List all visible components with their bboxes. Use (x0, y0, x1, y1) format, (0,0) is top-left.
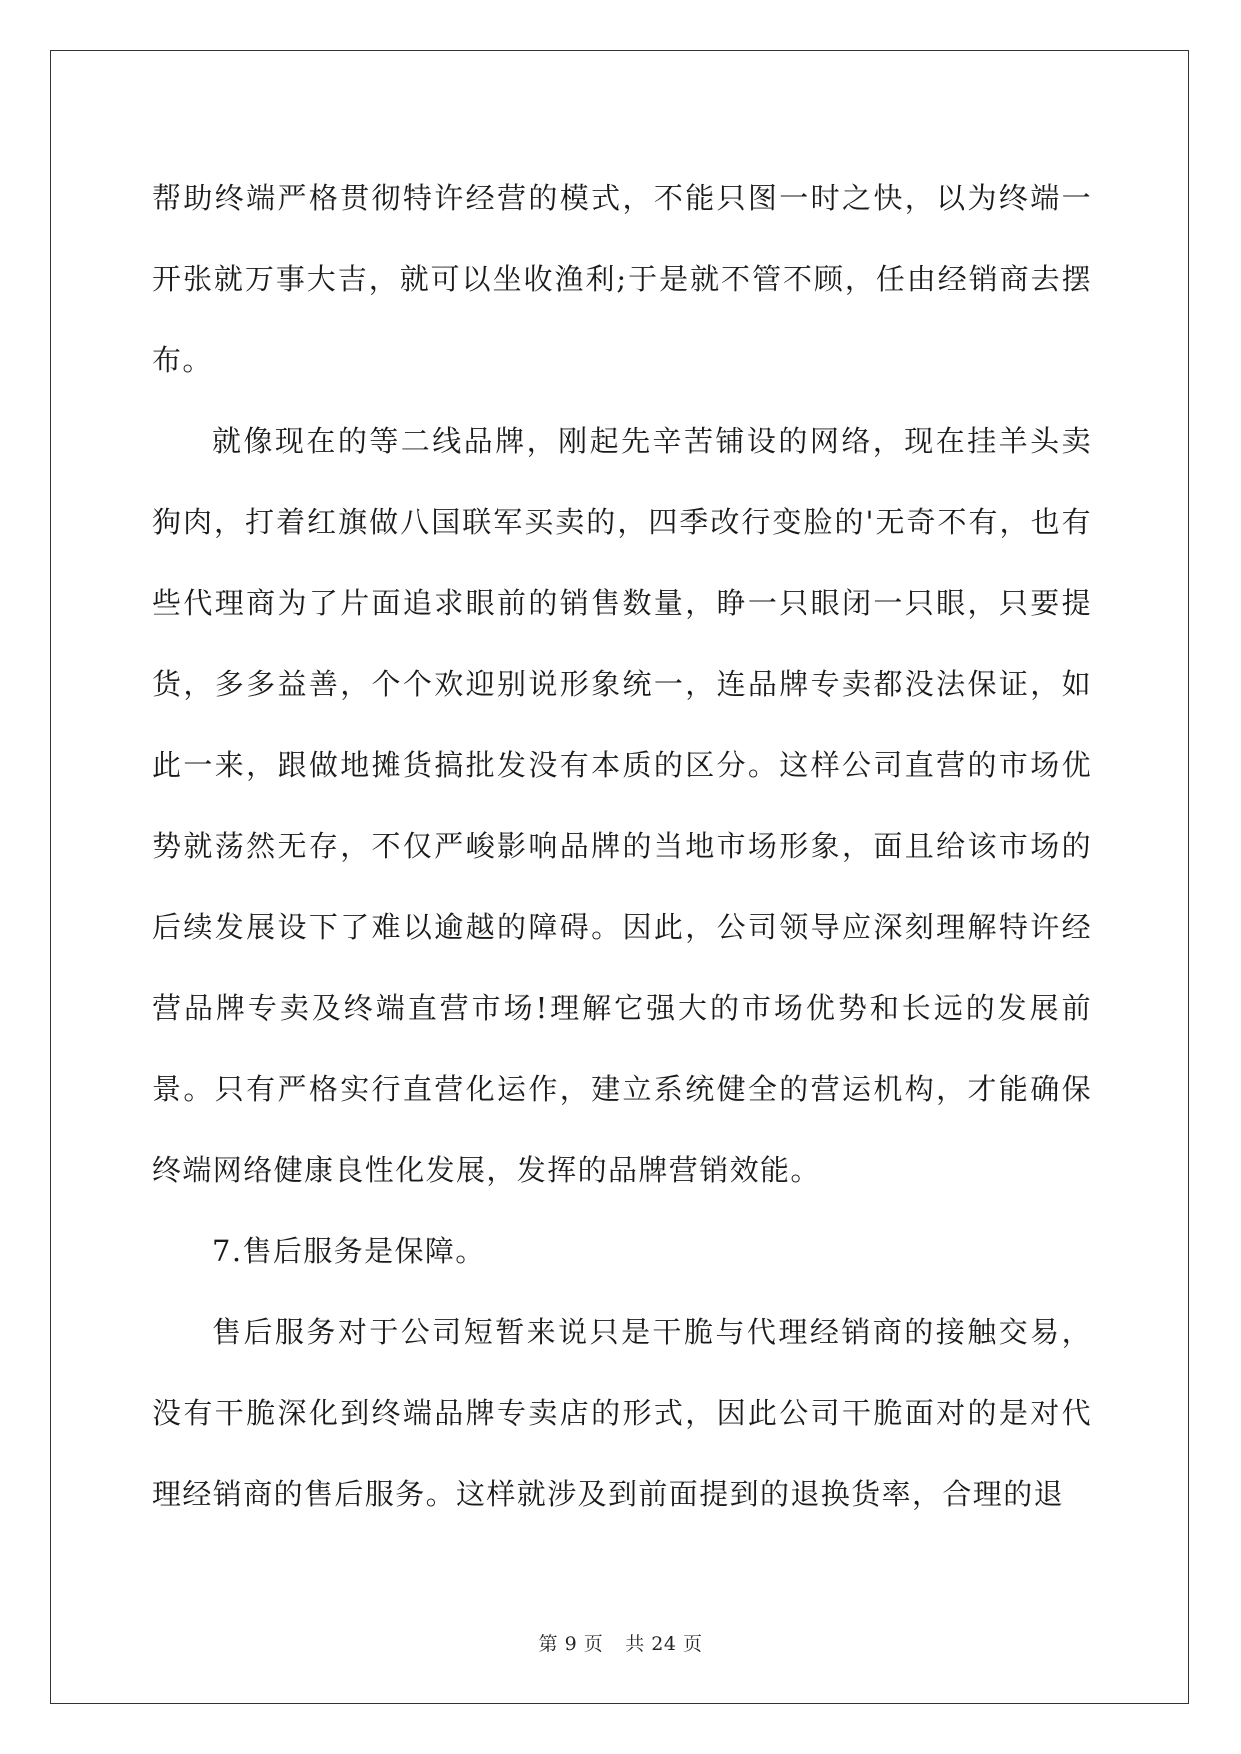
paragraph-1: 帮助终端严格贯彻特许经营的模式，不能只图一时之快，以为终端一开张就万事大吉，就可以坐收渔利;于是就不管不顾，任由经销商去摆布。 (152, 181, 1092, 377)
document-body (152, 158, 1092, 1535)
paragraph-4: 售后服务对于公司短暂来说只是干脆与代理经销商的接触交易，没有干脆深化到终端品牌专卖店的形式，因此公司干脆面对的是对代理经销商的售后服务。这样就涉及到前面提到的退换货率，合理的退 (152, 1315, 1092, 1511)
page-footer (0, 1629, 1241, 1656)
page-number: 第 9 页 (538, 1633, 604, 1655)
page-total: 共 24 页 (625, 1633, 703, 1655)
paragraph-2: 就像现在的等二线品牌，刚起先辛苦铺设的网络，现在挂羊头卖狗肉，打着红旗做八国联军买卖的，四季改行变脸的'无奇不有，也有些代理商为了片面追求眼前的销售数量，睁一只眼闭一只眼，只要提货，多多益善，个个欢迎别说形象统一，连品牌专卖都没法保证，如此一来，跟做地摊货搞批发没有本质的区分。这样公司直营的市场优势就荡然无存，不仅严峻影响品牌的当地市场形象，面且给该市场的后续发展设下了难以逾越的障碍。因此，公司领导应深刻理解特许经营品牌专卖及终端直营市场!理解它强大的市场优势和长远的发展前景。只有严格实行直营化运作，建立系统健全的营运机构，才能确保终端网络健康良性化发展，发挥的品牌营销效能。 (152, 424, 1092, 1187)
paragraph-3-heading: 7.售后服务是保障。 (212, 1234, 486, 1268)
